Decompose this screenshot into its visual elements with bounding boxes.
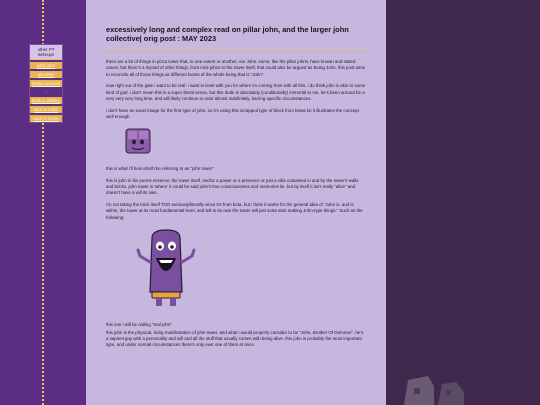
sidebar-nav [29, 44, 63, 123]
post-title: excessively long and complex read on pillar john, and the larger john collective| orig post : MAY 2023 [106, 25, 349, 43]
nav-link-oleander[interactable]: oleander [30, 71, 62, 78]
post-paragraph: there are a lot of things in pizza tower that, to one extent or another, Are John. some, like the pillar johns, have known and stated canon; but there's a myriad of other things, from mini-johns to the tower itself, that could also be argued as Being John. this post aims to reconcile all of those things as different facets of the whole being that is "John". [106, 59, 365, 77]
title-divider [106, 51, 366, 52]
tower-building-icon [398, 374, 468, 405]
nav-link-back-to-phiilary[interactable]: back to phiilary [30, 97, 62, 104]
post-paragraph: this john is the physical, living manifestation of john tower, and what i would properly consider to be "John, Brother Of Gemmer". he's a sapient guy with a personality and will and all the stuff that usually comes with being alive. this john is probably the most important type, and under normal circumstances there's only ever one of them at once. [106, 329, 364, 348]
nav-dash: - [45, 89, 47, 95]
post-paragraph: i don't have an exact image for the first type of john, so i'm using this scrapped type of block from betas bc it illustrates the concept well enough [106, 107, 359, 120]
nav-link-back-to-home[interactable]: back to home [30, 115, 62, 122]
john-block-icon [124, 127, 152, 155]
post-content [86, 0, 386, 405]
nav-link-pillar-john[interactable]: pillar john [30, 62, 62, 69]
pillar-john-icon [136, 228, 196, 308]
post-paragraph: this is john in his purest essence; the tower itself, and/or a power or a presence or just a vibe contained in and by the tower's walls and bricks. john tower is 'where' it could be said john's true consciousness and memories lie, but by itself it isn't really "alive" and doesn't have a will its own. [106, 177, 359, 196]
post-paragraph: this is what i'll henceforth be referring to as "john tower" [106, 165, 214, 171]
nav-link-frosted-puzzles[interactable]: frosted puzzles [31, 81, 61, 86]
nav-title: other PT writeups [30, 45, 62, 60]
post-paragraph: i'm not taking the brick itself TOO seriously/literally since it's from beta, but i think it works for the general idea of "John is, and is within, the tower at its most fundamental level, and left to its own the tower will just sorta start making John-type things." Such as the following: [106, 202, 363, 220]
nav-link-back-to-index[interactable]: back to index [30, 106, 62, 113]
post-paragraph: now right out of the gate i want to be real: i want to level with you for where im coming from with all this. i do think john is akin to some kind of god. i don't mean this in a super literal sense, but this dude is absolutely (conditionally) immortal to me, he's been around for a very very very long time, and will likely continue to exist almost indefinitely, barring specific circumstances. [106, 83, 366, 101]
post-paragraph: this one i will be calling "real john" [106, 322, 172, 328]
